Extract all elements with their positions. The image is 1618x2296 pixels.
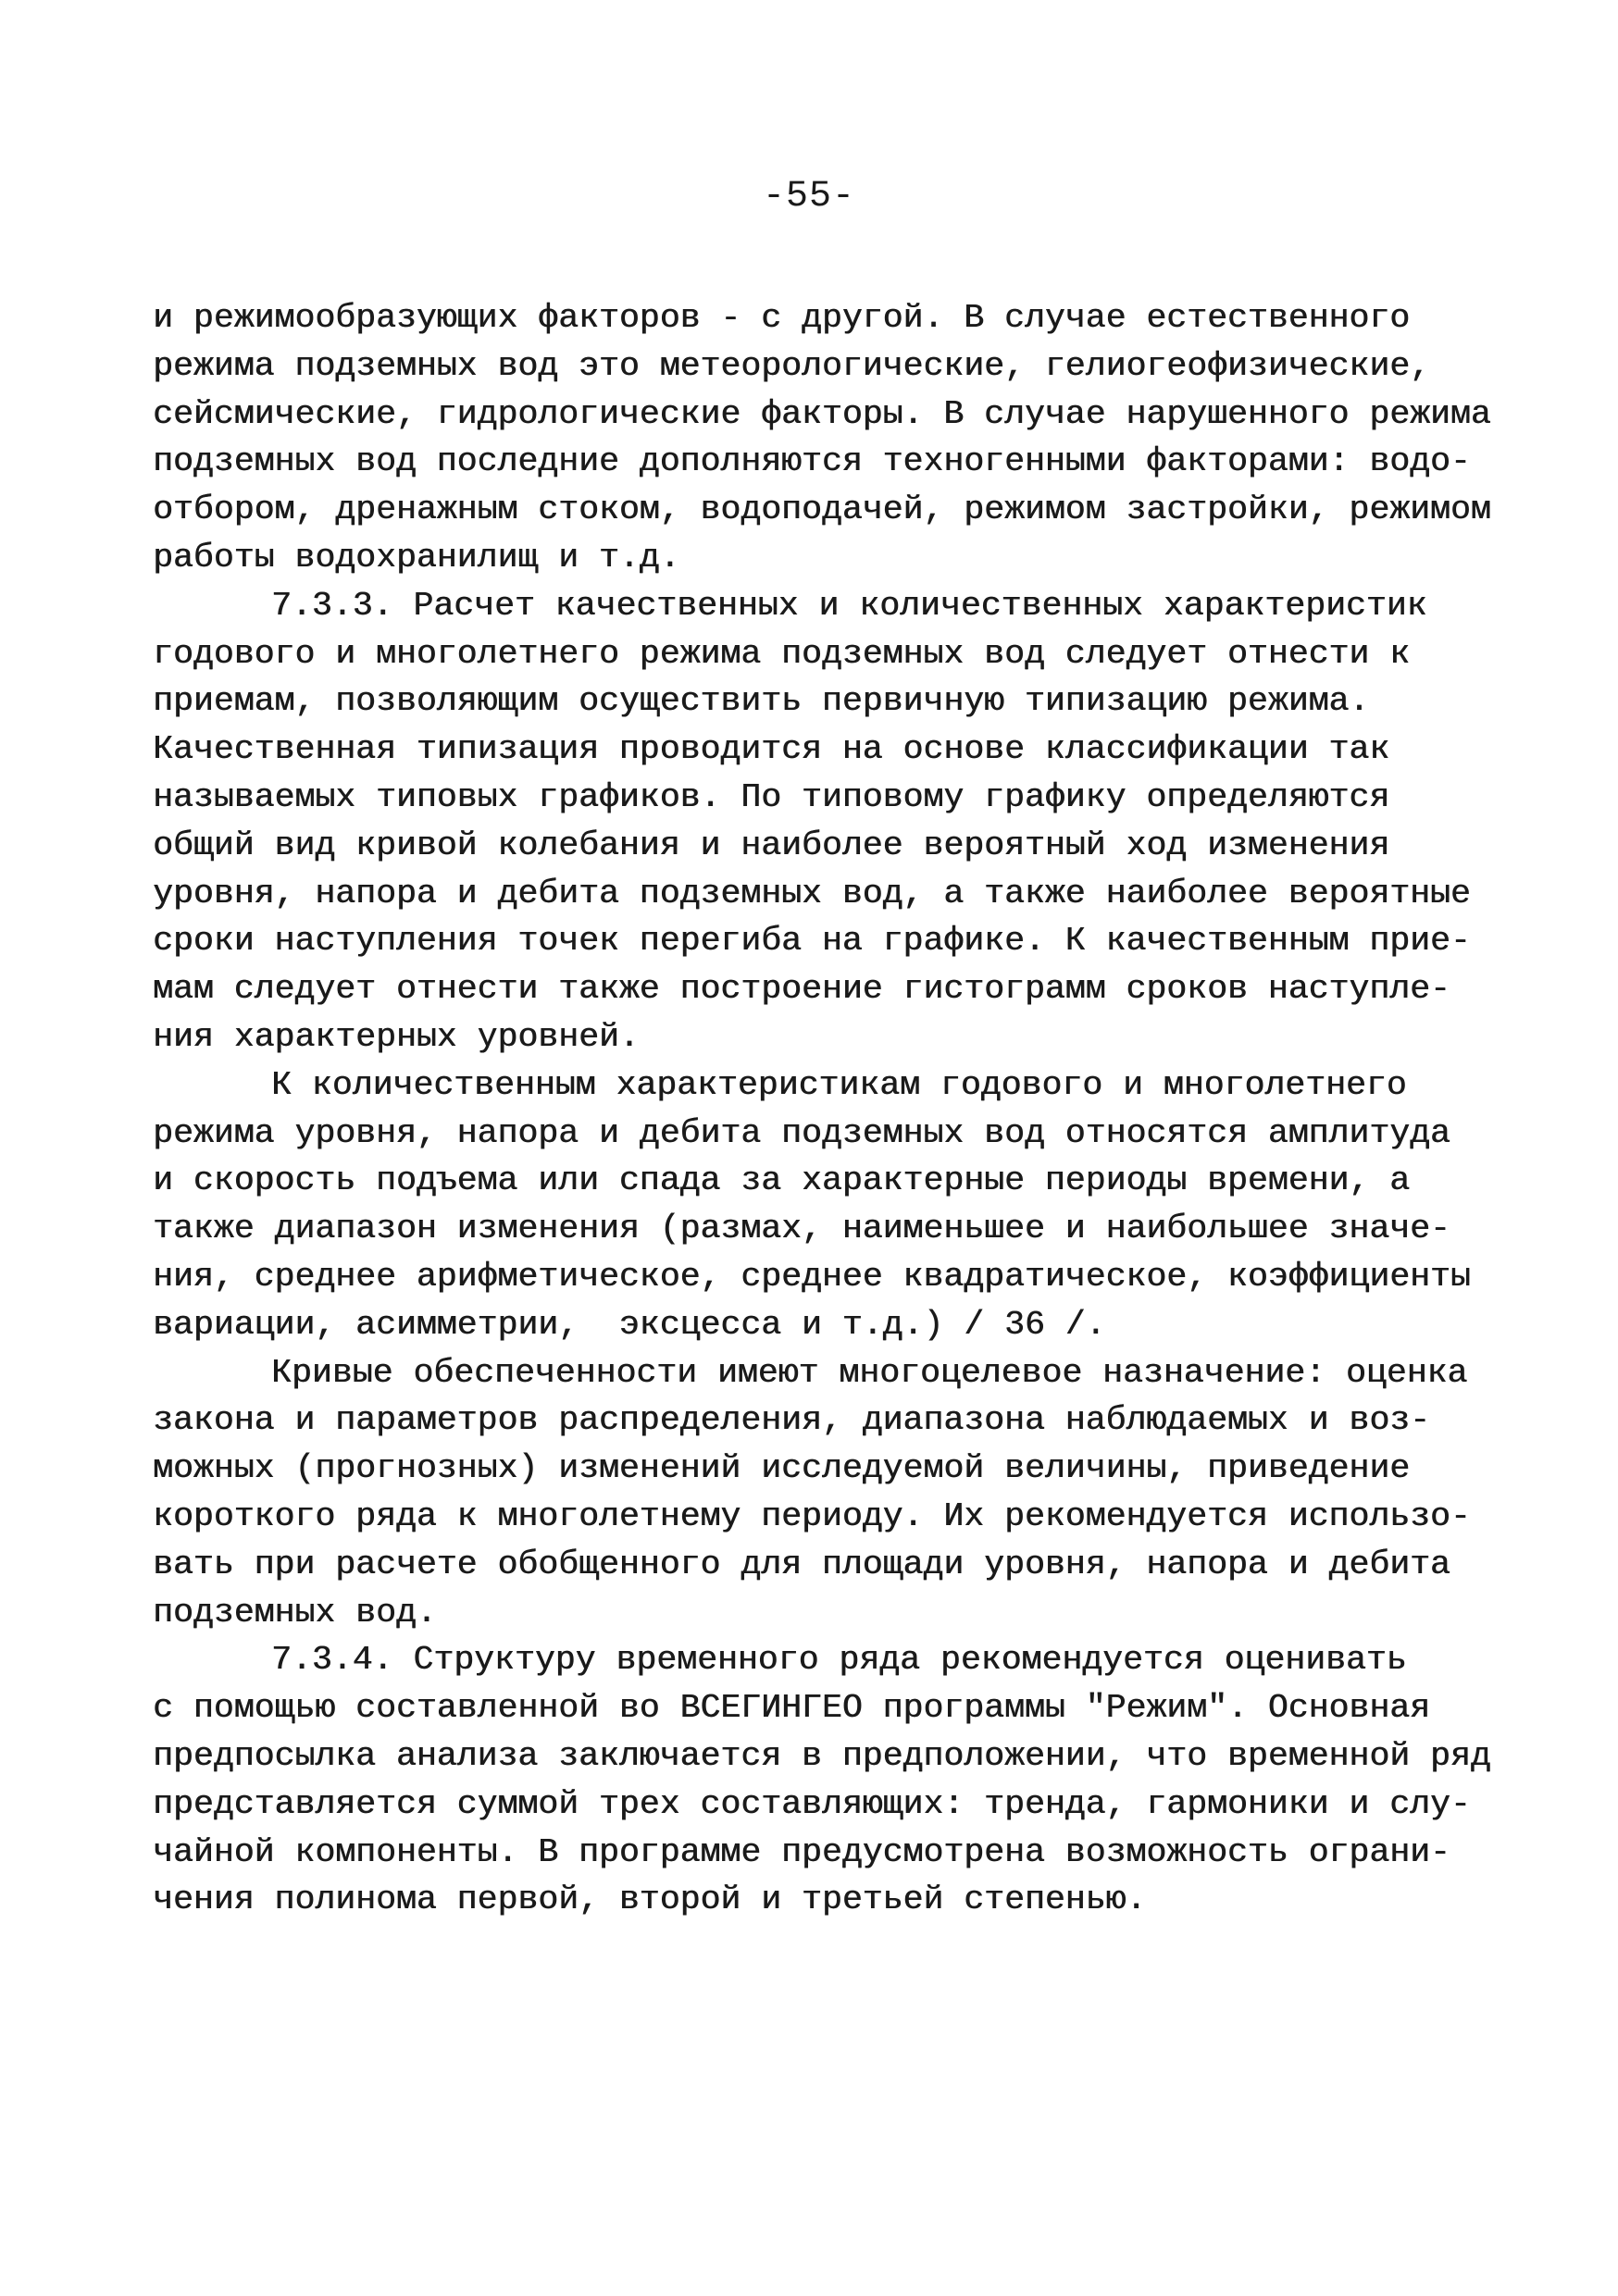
text-line: подземных вод последние дополняются техногенными факторами: водо- [153, 442, 1471, 481]
text-line: годового и многолетнего режима подземных вод следует отнести к [153, 634, 1411, 673]
paragraph-start-line: 7.3.3. Расчет качественных и количественных характеристик [271, 586, 1427, 625]
text-line: сроки наступления точек перегиба на графике. К качественным прие- [153, 922, 1471, 961]
text-line: можных (прогнозных) изменений исследуемой величины, приведение [153, 1449, 1411, 1488]
text-line: отбором, дренажным стоком, водоподачей, режимом застройки, режимом [153, 490, 1491, 529]
body-text [153, 294, 1491, 1924]
text-line: чайной компоненты. В программе предусмотрена возможность ограни- [153, 1832, 1450, 1871]
paragraph-start-line: 7.3.4. Структуру временного ряда рекомендуется оценивать [271, 1641, 1407, 1680]
text-line: вариации, асимметрии, эксцесса и т.д.) / 36 /. [153, 1305, 1106, 1344]
text-line: и скорость подъема или спада за характерные периоды времени, а [153, 1161, 1411, 1200]
text-line: предпосылка анализа заключается в предположении, что временной ряд [153, 1736, 1491, 1775]
text-line: ния, среднее арифметическое, среднее квадратическое, коэффициенты [153, 1257, 1471, 1296]
paragraph-start-line: Кривые обеспеченности имеют многоцелевое назначение: оценка [271, 1353, 1468, 1392]
text-line: вать при расчете обобщенного для площади уровня, напора и дебита [153, 1545, 1450, 1583]
text-line: мам следует отнести также построение гистограмм сроков наступле- [153, 970, 1450, 1009]
text-line: режима подземных вод это метеорологические, гелиогеофизические, [153, 346, 1430, 385]
text-line: режима уровня, напора и дебита подземных вод относятся амплитуда [153, 1113, 1450, 1152]
text-line: приемам, позволяющим осуществить первичную типизацию режима. [153, 682, 1370, 721]
text-line: закона и параметров распределения, диапазона наблюдаемых и воз- [153, 1401, 1430, 1440]
text-line: также диапазон изменения (размах, наименьшее и наибольшее значе- [153, 1210, 1450, 1248]
text-line: подземных вод. [153, 1593, 437, 1632]
paragraph-start-line: К количественным характеристикам годового и многолетнего [271, 1065, 1407, 1104]
text-line: называемых типовых графиков. По типовому графику определяются [153, 777, 1390, 816]
text-line: уровня, напора и дебита подземных вод, а также наиболее вероятные [153, 874, 1471, 912]
text-line: ния характерных уровней. [153, 1017, 640, 1056]
text-line: сейсмические, гидрологические факторы. В случае нарушенного режима [153, 394, 1491, 433]
text-line: короткого ряда к многолетнему периоду. Их рекомендуется использо- [153, 1496, 1471, 1535]
text-line: и режимообразующих факторов - с другой. В случае естественного [153, 299, 1411, 337]
text-line: чения полинома первой, второй и третьей степенью. [153, 1880, 1147, 1919]
text-line: общий вид кривой колебания и наиболее вероятный ход изменения [153, 825, 1390, 864]
text-line: с помощью составленной во ВСЕГИНГЕО программы "Режим". Основная [153, 1689, 1430, 1728]
page-number: -55- [762, 176, 855, 217]
text-line: представляется суммой трех составляющих: тренда, гармоники и слу- [153, 1784, 1471, 1823]
text-line: Качественная типизация проводится на основе классификации так [153, 730, 1390, 769]
text-line: работы водохранилищ и т.д. [153, 538, 680, 577]
